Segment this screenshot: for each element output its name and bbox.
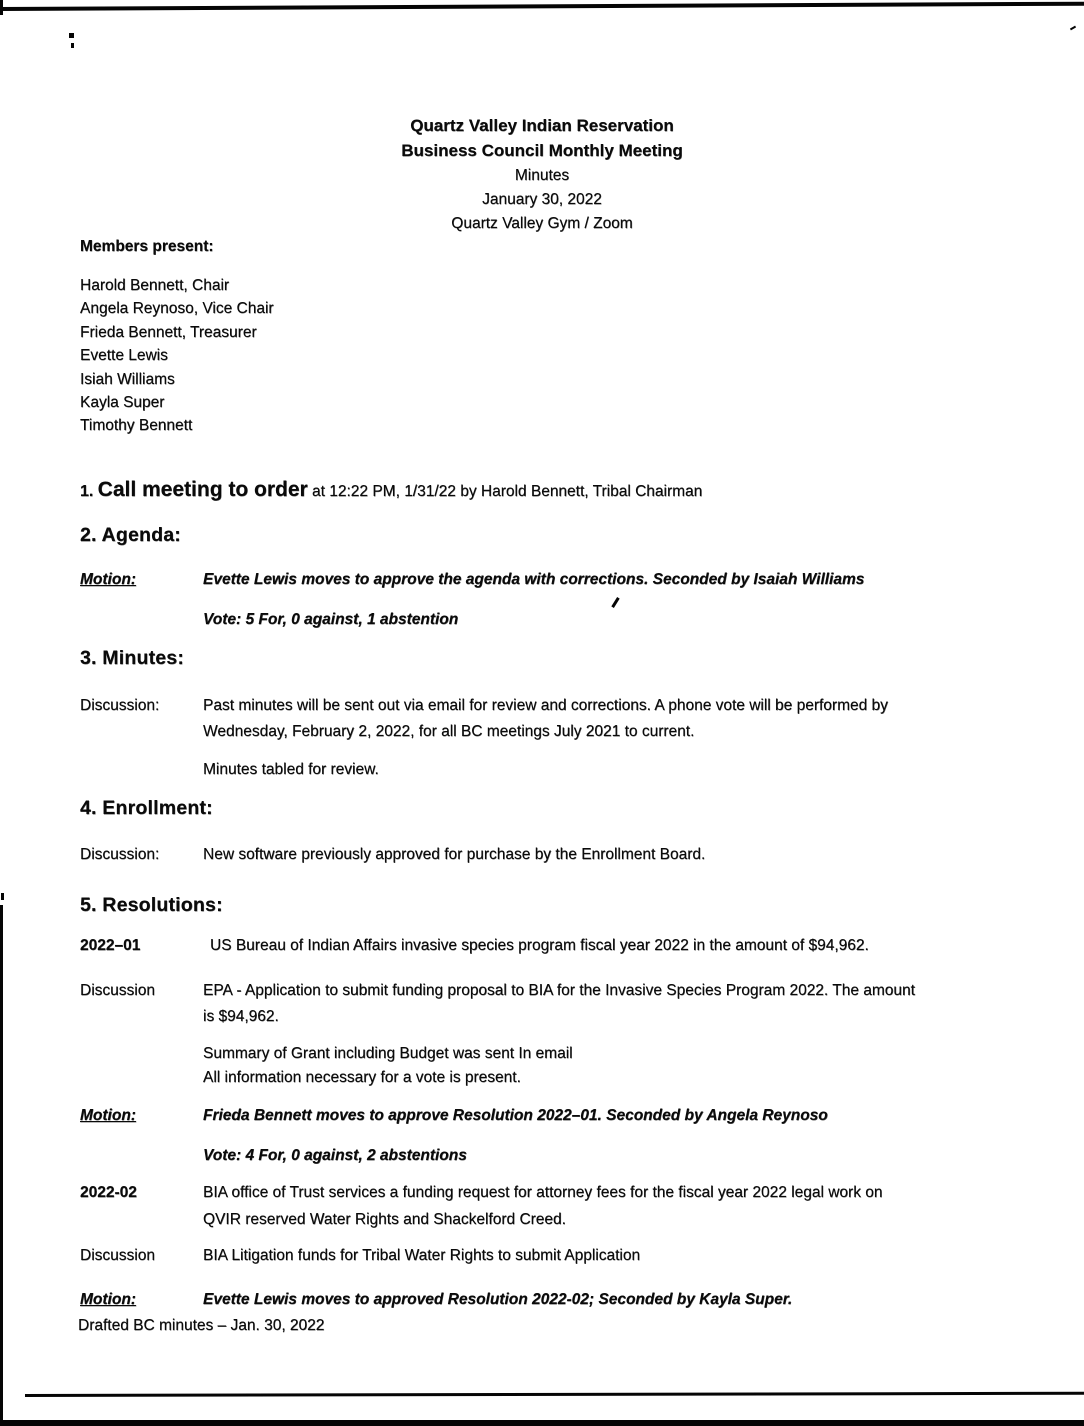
- scan-artifact-top-right-speck: [1070, 26, 1076, 31]
- section-heading: Call meeting to order: [97, 478, 308, 501]
- vote-text: Vote: 4 For, 0 against, 2 abstentions: [203, 1147, 467, 1164]
- resolution-summary-line: QVIR reserved Water Rights and Shackelford Creed.: [203, 1211, 566, 1228]
- member-item: Timothy Bennett: [80, 417, 193, 434]
- section-heading-minutes: 3. Minutes:: [80, 647, 185, 669]
- scan-artifact-left-edge-dash-1: [1, 893, 4, 900]
- motion-label: Motion:: [80, 1107, 136, 1124]
- resolution-id: 2022-02: [80, 1184, 137, 1201]
- discussion-label: Discussion: [80, 982, 155, 999]
- resolution-summary-line: BIA office of Trust services a funding request for attorney fees for the fiscal year 2022 legal work on: [203, 1184, 883, 1201]
- section-heading-agenda: 2. Agenda:: [80, 524, 181, 546]
- section-heading-resolutions: 5. Resolutions:: [80, 894, 223, 916]
- motion-label: Motion:: [80, 571, 136, 588]
- scan-artifact-top-edge-line: [0, 2, 1084, 11]
- drafted-footer: Drafted BC minutes – Jan. 30, 2022: [78, 1317, 325, 1334]
- minutes-tabled-note: Minutes tabled for review.: [203, 761, 379, 778]
- scan-artifact-left-dot-1: [69, 33, 74, 38]
- discussion-text-line: is $94,962.: [203, 1008, 279, 1025]
- scan-artifact-left-edge-line: [0, 905, 3, 1426]
- discussion-text-line: Wednesday, February 2, 2022, for all BC meetings July 2021 to current.: [203, 723, 695, 740]
- resolution-summary: US Bureau of Indian Affairs invasive species program fiscal year 2022 in the amount of $94,962.: [210, 937, 869, 954]
- motion-text: Evette Lewis moves to approved Resolution 2022-02; Seconded by Kayla Super.: [203, 1291, 793, 1308]
- resolution-note: All information necessary for a vote is present.: [203, 1069, 521, 1086]
- section-call-to-order: [80, 478, 702, 502]
- doc-date: January 30, 2022: [482, 191, 602, 208]
- doc-type: Minutes: [514, 167, 570, 184]
- discussion-text-line: EPA - Application to submit funding proposal to BIA for the Invasive Species Program 2022. The amount: [203, 982, 915, 999]
- scan-artifact-top-left-corner: [0, 0, 3, 15]
- member-item: Isiah Williams: [80, 371, 175, 388]
- vote-text: Vote: 5 For, 0 against, 1 abstention: [203, 611, 459, 628]
- section-heading-enrollment: 4. Enrollment:: [80, 797, 213, 819]
- member-item: Kayla Super: [80, 394, 165, 411]
- doc-title-meeting: Business Council Monthly Meeting: [401, 141, 683, 160]
- motion-text: Evette Lewis moves to approve the agenda with corrections. Seconded by Isaiah Williams: [203, 571, 865, 588]
- member-item: Frieda Bennett, Treasurer: [80, 324, 257, 341]
- doc-location: Quartz Valley Gym / Zoom: [451, 215, 633, 232]
- discussion-label: Discussion:: [80, 846, 160, 863]
- resolution-note: Summary of Grant including Budget was sent In email: [203, 1045, 573, 1062]
- member-item: Evette Lewis: [80, 347, 168, 364]
- member-item: Angela Reynoso, Vice Chair: [80, 300, 274, 317]
- discussion-text: New software previously approved for purchase by the Enrollment Board.: [203, 846, 706, 863]
- scan-artifact-left-dot-2: [71, 43, 74, 48]
- call-to-order-detail: at 12:22 PM, 1/31/22 by Harold Bennett, Tribal Chairman: [312, 483, 703, 500]
- members-present-heading: Members present:: [80, 238, 214, 255]
- scan-artifact-bottom-thin-line: [25, 1392, 1084, 1397]
- scan-artifact-bottom-bar: [0, 1420, 1084, 1426]
- discussion-text: BIA Litigation funds for Tribal Water Rights to submit Application: [203, 1247, 641, 1264]
- member-item: Harold Bennett, Chair: [80, 277, 230, 294]
- resolution-id: 2022–01: [80, 937, 141, 954]
- section-number: 1.: [80, 483, 94, 500]
- motion-label: Motion:: [80, 1291, 136, 1308]
- discussion-label: Discussion: [80, 1247, 155, 1264]
- motion-text: Frieda Bennett moves to approve Resolution 2022–01. Seconded by Angela Reynoso: [203, 1107, 828, 1124]
- discussion-label: Discussion:: [80, 697, 160, 714]
- scan-artifact-stray-tick: [611, 597, 619, 608]
- discussion-text-line: Past minutes will be sent out via email for review and corrections. A phone vote will be performed by: [203, 697, 888, 714]
- doc-title-org: Quartz Valley Indian Reservation: [410, 116, 674, 135]
